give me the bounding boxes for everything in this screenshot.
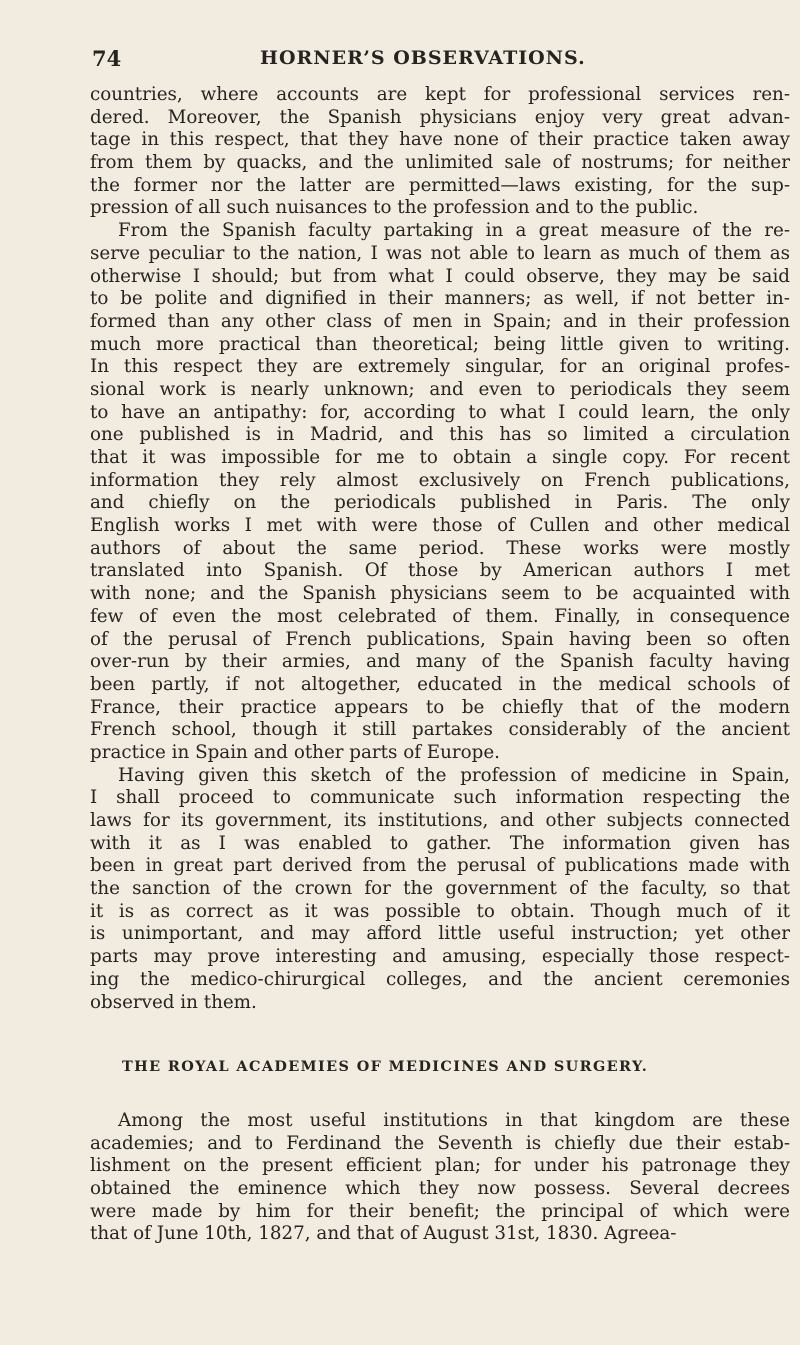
text-line: Among the most useful institutions in that kingdom are these xyxy=(118,1110,790,1131)
text-line: otherwise I should; but from what I could observe, they may be said xyxy=(90,265,790,287)
text-line: Having given this sketch of the profession of medicine in Spain, xyxy=(118,764,790,786)
text-line: of the perusal of French publications, Spain having been so often xyxy=(90,628,790,650)
text-line: France, their practice appears to be chiefly that of the modern xyxy=(90,696,790,718)
text-line: the former nor the latter are permitted—laws existing, for the sup- xyxy=(90,174,790,196)
text-line: over-run by their armies, and many of the Spanish faculty having xyxy=(90,651,790,673)
text-line: In this respect they are extremely singular, for an original profes- xyxy=(90,356,790,378)
text-line: that of June 10th, 1827, and that of August 31st, 1830. Agreea- xyxy=(90,1223,677,1245)
text-line: sional work is nearly unknown; and even to periodicals they seem xyxy=(90,378,790,400)
text-line: authors of about the same period. These works were mostly xyxy=(90,537,790,559)
text-line: with it as I was enabled to gather. The information given has xyxy=(90,832,790,854)
text-line: from them by quacks, and the unlimited sale of nostrums; for neither xyxy=(90,152,790,174)
page-number: 74 xyxy=(92,46,122,71)
text-line: translated into Spanish. Of those by American authors I met xyxy=(90,560,790,582)
text-line: French school, though it still partakes considerably of the ancient xyxy=(90,719,790,741)
text-line: serve peculiar to the nation, I was not able to learn as much of them as xyxy=(90,242,790,264)
text-line: information they rely almost exclusively on French publications, xyxy=(90,469,790,491)
text-line: and chiefly on the periodicals published in Paris. The only xyxy=(90,492,790,514)
text-line: formed than any other class of men in Spain; and in their profession xyxy=(90,310,790,332)
text-line: parts may prove interesting and amusing, especially those respect- xyxy=(90,946,790,968)
text-line: with none; and the Spanish physicians seem to be acquainted with xyxy=(90,583,790,605)
text-line: laws for its government, its institutions, and other subjects connected xyxy=(90,810,790,831)
text-line: tage in this respect, that they have none of their practice taken away xyxy=(90,129,790,151)
section-body-text xyxy=(90,1110,790,1246)
text-line: pression of all such nuisances to the profession and to the public. xyxy=(90,197,699,219)
text-line: practice in Spain and other parts of Europe. xyxy=(90,741,500,763)
text-line: ing the medico-chirurgical colleges, and the ancient ceremonies xyxy=(90,968,790,990)
text-line: is unimportant, and may afford little useful instruction; yet other xyxy=(90,923,790,945)
text-line: English works I met with were those of Cullen and other medical xyxy=(90,515,790,537)
text-line: From the Spanish faculty partaking in a great measure of the re- xyxy=(118,220,790,242)
text-line: were made by him for their benefit; the principal of which were xyxy=(90,1200,790,1222)
page-header xyxy=(92,46,726,80)
text-line: obtained the eminence which they now possess. Several decrees xyxy=(90,1178,790,1200)
text-line: I shall proceed to communicate such information respecting the xyxy=(90,787,790,809)
running-title: HORNER’S OBSERVATIONS. xyxy=(260,47,586,69)
text-line: lishment on the present efficient plan; for under his patronage they xyxy=(90,1155,790,1177)
text-line: been in great part derived from the perusal of publications made with xyxy=(90,855,790,877)
text-line: countries, where accounts are kept for professional services ren- xyxy=(90,84,790,105)
section-heading: THE ROYAL ACADEMIES OF MEDICINES AND SURGERY. xyxy=(122,1058,649,1075)
text-line: few of even the most celebrated of them. Finally, in consequence xyxy=(90,605,790,627)
body-text xyxy=(90,84,790,1014)
text-line: academies; and to Ferdinand the Seventh is chiefly due their estab- xyxy=(90,1132,790,1154)
text-line: the sanction of the crown for the government of the faculty, so that xyxy=(90,878,790,900)
text-line: dered. Moreover, the Spanish physicians enjoy very great advan- xyxy=(90,106,790,128)
text-line: to be polite and dignified in their manners; as well, if not better in- xyxy=(90,288,790,310)
text-line: to have an antipathy: for, according to what I could learn, the only xyxy=(90,401,790,423)
text-line: it is as correct as it was possible to obtain. Though much of it xyxy=(90,900,790,922)
text-line: that it was impossible for me to obtain a single copy. For recent xyxy=(90,447,790,468)
text-line: one published is in Madrid, and this has so limited a circulation xyxy=(90,424,790,446)
text-line: observed in them. xyxy=(90,991,257,1013)
text-line: been partly, if not altogether, educated in the medical schools of xyxy=(90,673,790,695)
text-line: much more practical than theoretical; being little given to writing. xyxy=(90,333,790,355)
